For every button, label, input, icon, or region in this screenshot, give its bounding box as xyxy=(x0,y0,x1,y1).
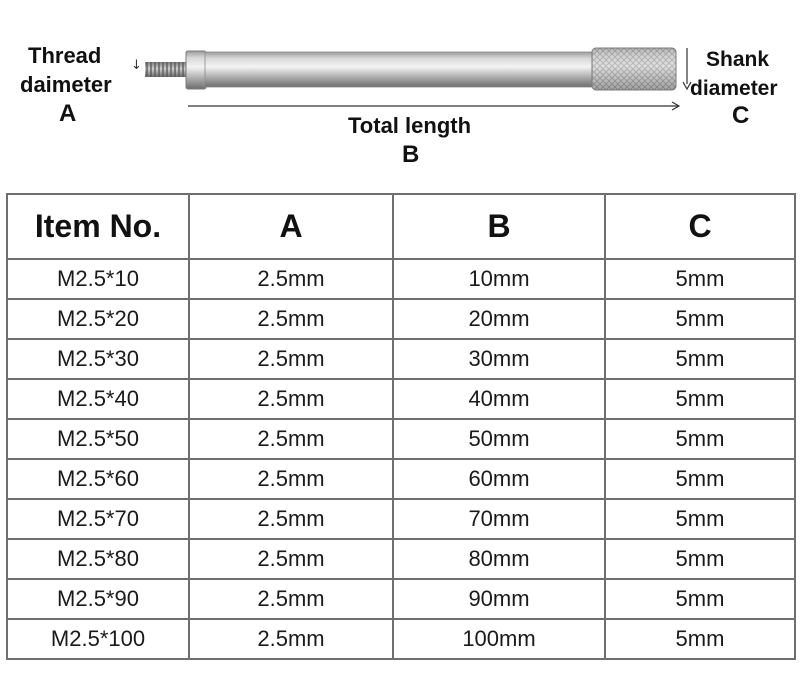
cell-b: 80mm xyxy=(393,539,605,579)
cell-item-no: M2.5*40 xyxy=(7,379,189,419)
cell-a: 2.5mm xyxy=(189,539,393,579)
table-row xyxy=(7,619,795,659)
cell-item-no: M2.5*20 xyxy=(7,299,189,339)
specification-table xyxy=(6,193,796,660)
cell-c: 5mm xyxy=(605,499,795,539)
shank-diameter-label-line2: diameter xyxy=(690,77,778,100)
header-item-no: Item No. xyxy=(7,194,189,259)
cell-item-no: M2.5*60 xyxy=(7,459,189,499)
cell-c: 5mm xyxy=(605,339,795,379)
cell-c: 5mm xyxy=(605,619,795,659)
thread-diameter-label-line1: Thread xyxy=(28,43,102,68)
table-header-row xyxy=(7,194,795,259)
knurled-grip xyxy=(592,48,676,90)
cell-c: 5mm xyxy=(605,259,795,299)
cell-a: 2.5mm xyxy=(189,619,393,659)
cell-item-no: M2.5*70 xyxy=(7,499,189,539)
cell-item-no: M2.5*80 xyxy=(7,539,189,579)
shank-diameter-label-line1: Shank xyxy=(706,48,770,71)
cell-a: 2.5mm xyxy=(189,379,393,419)
cell-item-no: M2.5*100 xyxy=(7,619,189,659)
cell-b: 50mm xyxy=(393,419,605,459)
cell-a: 2.5mm xyxy=(189,339,393,379)
table-row xyxy=(7,419,795,459)
down-arrow-icon: ↓ xyxy=(131,58,142,73)
cell-a: 2.5mm xyxy=(189,499,393,539)
cell-b: 10mm xyxy=(393,259,605,299)
table-row xyxy=(7,459,795,499)
table-row xyxy=(7,539,795,579)
cell-a: 2.5mm xyxy=(189,579,393,619)
table-row xyxy=(7,499,795,539)
cell-item-no: M2.5*90 xyxy=(7,579,189,619)
header-a: A xyxy=(189,194,393,259)
cell-b: 90mm xyxy=(393,579,605,619)
cell-b: 30mm xyxy=(393,339,605,379)
cell-item-no: M2.5*50 xyxy=(7,419,189,459)
table-row xyxy=(7,299,795,339)
cell-c: 5mm xyxy=(605,419,795,459)
rod-collar xyxy=(186,51,206,89)
cell-item-no: M2.5*30 xyxy=(7,339,189,379)
thread-diameter-label-line2: daimeter xyxy=(20,72,112,97)
cell-b: 20mm xyxy=(393,299,605,339)
shank-diameter-letter: C xyxy=(732,102,750,129)
cell-b: 100mm xyxy=(393,619,605,659)
cell-c: 5mm xyxy=(605,579,795,619)
total-length-label: Total length xyxy=(348,113,472,138)
cell-c: 5mm xyxy=(605,379,795,419)
product-dimension-diagram xyxy=(0,0,800,190)
cell-c: 5mm xyxy=(605,539,795,579)
total-length-letter: B xyxy=(402,141,420,168)
cell-c: 5mm xyxy=(605,459,795,499)
cell-a: 2.5mm xyxy=(189,419,393,459)
cell-item-no: M2.5*10 xyxy=(7,259,189,299)
header-c: C xyxy=(605,194,795,259)
table-row xyxy=(7,579,795,619)
table-row xyxy=(7,339,795,379)
threaded-stud xyxy=(145,62,187,77)
cell-c: 5mm xyxy=(605,299,795,339)
cell-a: 2.5mm xyxy=(189,259,393,299)
cell-b: 60mm xyxy=(393,459,605,499)
cell-a: 2.5mm xyxy=(189,299,393,339)
cell-a: 2.5mm xyxy=(189,459,393,499)
rod-shaft xyxy=(205,52,595,87)
table-row xyxy=(7,379,795,419)
thread-diameter-letter: A xyxy=(59,100,77,127)
header-b: B xyxy=(393,194,605,259)
cell-b: 70mm xyxy=(393,499,605,539)
stainless-rod-illustration xyxy=(0,0,800,190)
cell-b: 40mm xyxy=(393,379,605,419)
table-row xyxy=(7,259,795,299)
